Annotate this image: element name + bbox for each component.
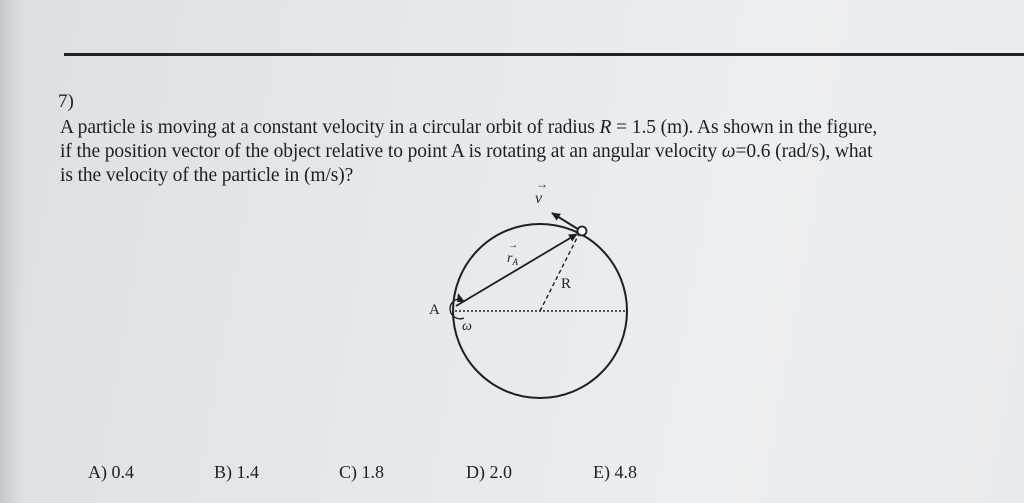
choice-b[interactable]: B) 1.4 bbox=[214, 462, 259, 482]
question-text bbox=[60, 116, 1020, 188]
omega-arrow-head bbox=[457, 293, 465, 302]
choice-a[interactable]: A) 0.4 bbox=[88, 462, 134, 482]
question-line-1: A particle is moving at a constant velocity in a circular orbit of radius R = 1.5 (m). As shown in the figure, bbox=[60, 117, 878, 138]
choice-e[interactable]: E) 4.8 bbox=[593, 462, 637, 482]
radius-label: R bbox=[561, 276, 572, 292]
position-vector-arrow-over: → bbox=[508, 240, 518, 251]
question-number: 7) bbox=[58, 91, 74, 112]
horizontal-rule bbox=[64, 53, 1024, 56]
page-edge-shadow bbox=[0, 0, 26, 503]
velocity-vector-arrow-over: → bbox=[536, 180, 548, 191]
circular-orbit-figure bbox=[420, 180, 640, 415]
velocity-label: v bbox=[535, 190, 543, 207]
question-line-2: if the position vector of the object relative to point A is rotating at an angular velocity ω=0.6 (rad/s), what bbox=[60, 141, 873, 162]
particle-dot bbox=[578, 227, 587, 236]
choice-d[interactable]: D) 2.0 bbox=[466, 462, 512, 482]
position-vector-label: $r_A$ bbox=[507, 251, 518, 267]
question-line-3: is the velocity of the particle in (m/s)? bbox=[60, 165, 354, 186]
choice-c[interactable]: C) 1.8 bbox=[339, 462, 384, 482]
point-a-label: A bbox=[429, 302, 440, 318]
omega-label: ω bbox=[462, 319, 472, 334]
